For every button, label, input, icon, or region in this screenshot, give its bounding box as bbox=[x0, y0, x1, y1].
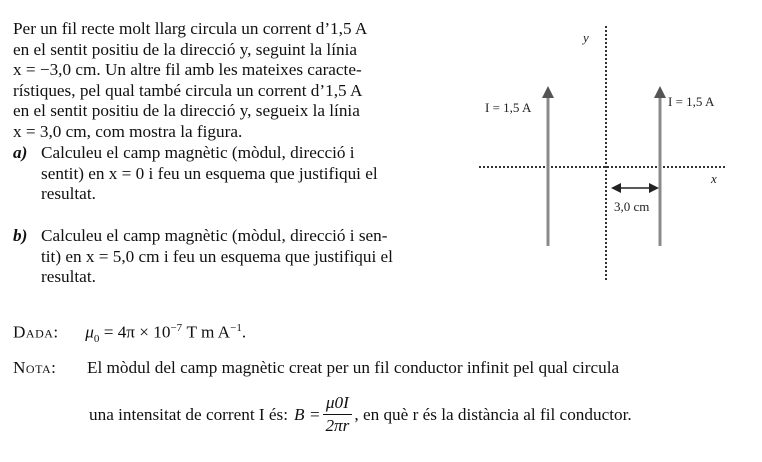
dada-end: . bbox=[241, 322, 247, 342]
dada-row bbox=[13, 318, 246, 350]
formula-lhs: B = bbox=[294, 404, 321, 424]
formula-denominator: 2πr bbox=[325, 416, 350, 435]
intro-line-5: en el sentit positiu de la direcció y, segueix la línia bbox=[13, 101, 360, 121]
nota-line-2-prefix: una intensitat de corrent I és: bbox=[89, 404, 289, 424]
mu-symbol: μ bbox=[85, 322, 94, 342]
separation-arrow-right-icon bbox=[649, 183, 659, 193]
intro-line-6: x = 3,0 cm, com mostra la figura. bbox=[13, 121, 243, 141]
dada-value: = 4π × 10 bbox=[99, 322, 171, 342]
nota-formula-line bbox=[89, 393, 632, 436]
dada-units-exponent: −1 bbox=[230, 322, 242, 334]
left-wire-current-label: I = 1,5 A bbox=[485, 100, 532, 115]
right-wire-current-label: I = 1,5 A bbox=[668, 94, 715, 109]
x-axis-label: x bbox=[711, 171, 717, 186]
part-b-line-3: resultat. bbox=[41, 267, 96, 287]
formula-numerator: μ0I bbox=[323, 393, 352, 415]
wires-figure bbox=[475, 20, 735, 290]
dada-label: Dada: bbox=[13, 322, 59, 342]
part-a-line-1: Calculeu el camp magnètic (mòdul, direcció i bbox=[41, 143, 355, 162]
nota-line-1: El mòdul del camp magnètic creat per un fil conductor infinit pel qual circula bbox=[86, 358, 620, 377]
dada-units: T m A bbox=[182, 322, 231, 342]
part-b-label: b) bbox=[13, 226, 28, 245]
intro-line-1: Per un fil recte molt llarg circula un corrent d’1,5 A bbox=[13, 19, 368, 38]
separation-arrow-left-icon bbox=[611, 183, 621, 193]
part-b-line-1: Calculeu el camp magnètic (mòdul, direcció i sen- bbox=[41, 226, 388, 245]
intro-line-3: x = −3,0 cm. Un altre fil amb les mateixes caracte- bbox=[13, 60, 362, 80]
y-axis-label: y bbox=[583, 30, 589, 45]
part-a-line-2: sentit) en x = 0 i feu un esquema que justifiqui el bbox=[41, 163, 378, 183]
right-wire-arrow-icon bbox=[654, 86, 666, 98]
nota-line-2-suffix: , en què r és la distància al fil conductor. bbox=[354, 404, 632, 424]
nota-label: Nota: bbox=[13, 358, 57, 377]
formula-fraction bbox=[322, 393, 352, 436]
intro-line-4: rístiques, pel qual també circula un corrent d’1,5 A bbox=[13, 80, 363, 100]
mu-subscript: 0 bbox=[93, 333, 100, 346]
problem-statement bbox=[13, 19, 465, 143]
part-b bbox=[13, 226, 465, 288]
dada-exponent: −7 bbox=[170, 322, 183, 334]
part-b-line-2: tit) en x = 5,0 cm i feu un esquema que justifiqui el bbox=[41, 246, 393, 266]
intro-line-2: en el sentit positiu de la direcció y, seguint la línia bbox=[13, 39, 357, 59]
part-a-line-3: resultat. bbox=[41, 184, 96, 204]
part-a bbox=[13, 143, 465, 205]
nota-row bbox=[13, 358, 619, 379]
part-a-label: a) bbox=[13, 143, 28, 162]
left-wire-arrow-icon bbox=[542, 86, 554, 98]
separation-label: 3,0 cm bbox=[614, 199, 650, 214]
